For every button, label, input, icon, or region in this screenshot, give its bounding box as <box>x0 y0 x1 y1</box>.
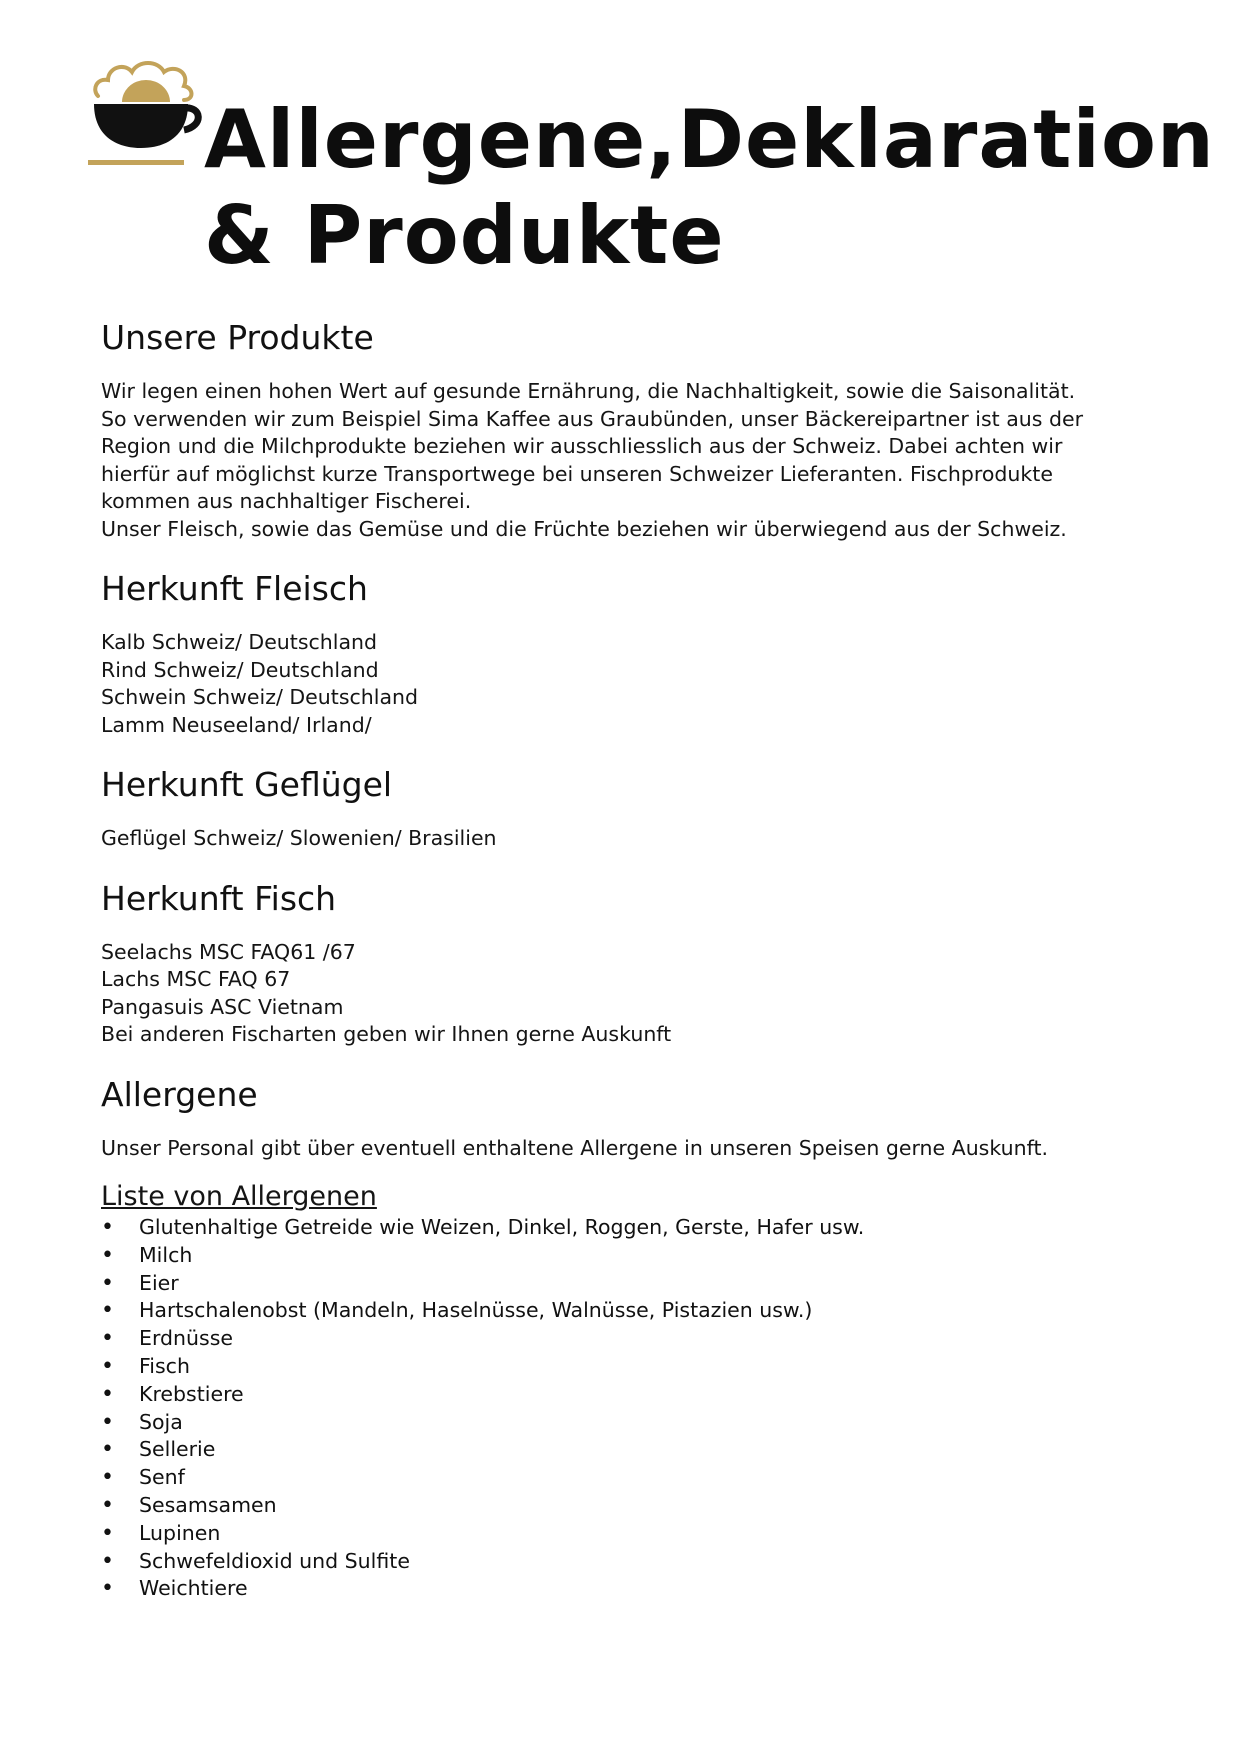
allergene-intro: Unser Personal gibt über eventuell enthaltene Allergene in unseren Speisen gerne Auskunft. <box>101 1135 1049 1160</box>
coffee-cup-icon <box>88 56 206 174</box>
text-line: Geflügel Schweiz/ Slowenien/ Brasilien <box>101 826 497 850</box>
section-heading: Herkunft Geflügel <box>101 765 393 804</box>
section-herkunft-fleisch <box>101 567 1161 739</box>
list-item: • Eier <box>101 1270 1161 1298</box>
text-line: Unser Fleisch, sowie das Gemüse und die Früchte beziehen wir überwiegend aus der Schweiz. <box>101 516 1067 541</box>
text-line: Schwein Schweiz/ Deutschland <box>101 685 419 709</box>
list-item: • Schwefeldioxid und Sulfite <box>101 1548 1161 1576</box>
page-title-line-2: & Produkte <box>204 189 725 282</box>
section-herkunft-gefluegel <box>101 763 1161 853</box>
section-allergene <box>101 1073 1161 1604</box>
list-item: • Sesamsamen <box>101 1492 1161 1520</box>
text-line: Wir legen einen hohen Wert auf gesunde Ernährung, die Nachhaltigkeit, sowie die Saisonalität. <box>101 379 1076 403</box>
section-heading: Herkunft Fisch <box>101 878 337 918</box>
allergen-list <box>101 1214 1161 1603</box>
list-item: • Soja <box>101 1409 1161 1437</box>
section-heading: Herkunft Fleisch <box>101 569 368 608</box>
list-item: • Fisch <box>101 1353 1161 1381</box>
list-item: • Glutenhaltige Getreide wie Weizen, Dinkel, Roggen, Gerste, Hafer usw. <box>101 1214 1161 1242</box>
text-line: Seelachs MSC FAQ61 /67 <box>101 939 356 964</box>
section-heading: Unsere Produkte <box>101 318 374 357</box>
text-line: Lamm Neuseeland/ Irland/ <box>101 712 372 737</box>
list-item: • Lupinen <box>101 1520 1161 1548</box>
list-item: • Milch <box>101 1242 1161 1270</box>
list-item: • Weichtiere <box>101 1575 1161 1603</box>
list-item: • Krebstiere <box>101 1381 1161 1409</box>
list-item: • Hartschalenobst (Mandeln, Haselnüsse, Walnüsse, Pistazien usw.) <box>101 1297 1161 1325</box>
list-item: • Erdnüsse <box>101 1325 1161 1353</box>
page-title <box>204 92 1215 284</box>
section-unsere-produkte <box>101 316 1161 543</box>
text-line: hierfür auf möglichst kurze Transportwege bei unseren Schweizer Lieferanten. Fischprodukte <box>101 461 1053 486</box>
section-heading: Allergene <box>101 1074 258 1114</box>
text-line: Pangasuis ASC Vietnam <box>101 994 344 1019</box>
text-line: Bei anderen Fischarten geben wir Ihnen gerne Auskunft <box>101 1022 672 1046</box>
allergen-list-title: Liste von Allergenen <box>101 1181 377 1212</box>
document-body <box>101 316 1161 1627</box>
text-line: Region und die Milchprodukte beziehen wir ausschliesslich aus der Schweiz. Dabei achten wir <box>101 434 1063 458</box>
list-item: • Senf <box>101 1464 1161 1492</box>
text-line: Rind Schweiz/ Deutschland <box>101 657 379 682</box>
page-title-line-1: Allergene,Deklaration <box>204 93 1215 186</box>
text-line: Lachs MSC FAQ 67 <box>101 967 291 991</box>
text-line: So verwenden wir zum Beispiel Sima Kaffee aus Graubünden, unser Bäckereipartner ist aus der <box>101 406 1083 431</box>
text-line: kommen aus nachhaltiger Fischerei. <box>101 489 472 513</box>
list-item: • Sellerie <box>101 1436 1161 1464</box>
section-herkunft-fisch <box>101 877 1161 1049</box>
text-line: Kalb Schweiz/ Deutschland <box>101 630 378 654</box>
